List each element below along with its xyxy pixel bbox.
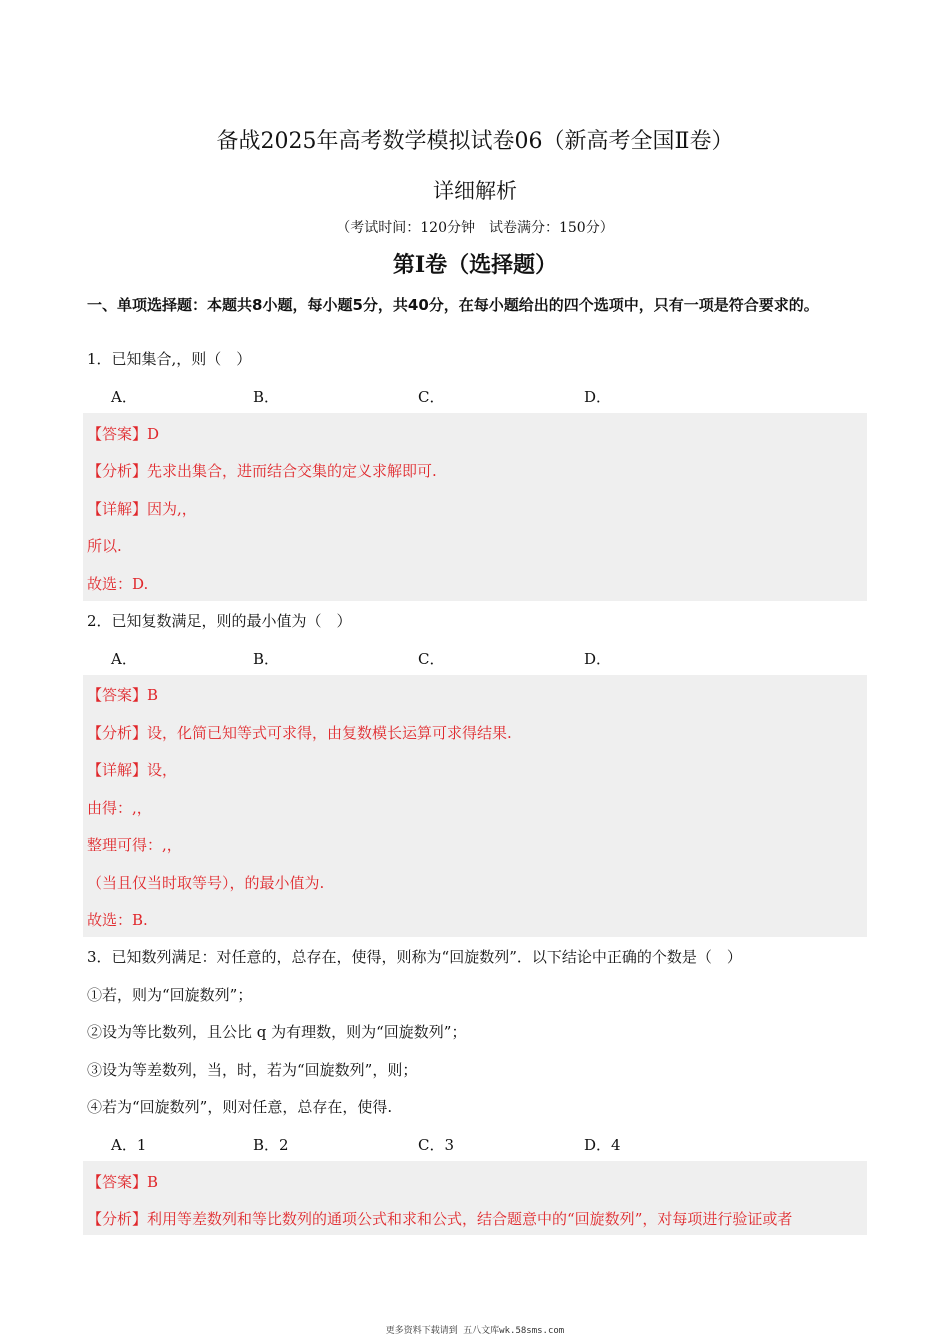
question-3-statement-2: ②设为等比数列，且公比 q 为有理数，则为“回旋数列”； bbox=[87, 1023, 467, 1041]
question-2-analysis: 【分析】设，化简已知等式可求得，由复数模长运算可求得结果. bbox=[87, 724, 512, 742]
volume-heading: 第Ⅰ卷（选择题） bbox=[392, 252, 558, 278]
question-2-solution-box bbox=[83, 675, 867, 937]
question-2-option-b: B． bbox=[253, 650, 280, 668]
question-2-detail-line-3: （当且仅当时取等号），的最小值为. bbox=[87, 874, 325, 892]
question-2-option-c: C． bbox=[418, 650, 445, 668]
question-2-conclusion: 故选：B. bbox=[87, 911, 148, 929]
question-1-solution-box bbox=[83, 413, 867, 601]
question-1-answer: 【答案】D bbox=[87, 425, 160, 443]
question-2-option-a: A． bbox=[111, 650, 137, 668]
question-3-option-d: D．4 bbox=[584, 1136, 621, 1154]
footer-watermark: 更多资料下载请到 五八文库wk.58sms.com bbox=[385, 1326, 565, 1336]
question-1-option-d: D． bbox=[584, 388, 612, 406]
question-2-answer: 【答案】B bbox=[87, 686, 159, 704]
question-3-option-c: C．3 bbox=[418, 1136, 455, 1154]
question-3-statement-1: ①若，则为“回旋数列”； bbox=[87, 986, 253, 1004]
question-2-detail-line-1: 由得：,， bbox=[87, 799, 152, 817]
question-1-detail-line: 所以. bbox=[87, 537, 122, 555]
question-2-stem: 2．已知复数满足，则的最小值为（ ） bbox=[87, 612, 352, 630]
question-1-conclusion: 故选：D. bbox=[87, 575, 149, 593]
question-2-detail-line-2: 整理可得：,， bbox=[87, 836, 182, 854]
question-1-stem: 1．已知集合,，则（ ） bbox=[87, 350, 252, 368]
question-3-stem: 3．已知数列满足：对任意的，总存在，使得，则称为“回旋数列”．以下结论中正确的个数是（ ） bbox=[87, 948, 742, 966]
question-1-option-c: C． bbox=[418, 388, 445, 406]
question-2-option-d: D． bbox=[584, 650, 612, 668]
question-3-statement-3: ③设为等差数列，当，时，若为“回旋数列”，则； bbox=[87, 1061, 418, 1079]
question-1-option-b: B． bbox=[253, 388, 280, 406]
question-3-analysis: 【分析】利用等差数列和等比数列的通项公式和求和公式，结合题意中的“回旋数列”，对每项进行验证或者 bbox=[87, 1210, 793, 1228]
question-3-option-a: A．1 bbox=[111, 1136, 147, 1154]
question-1-analysis: 【分析】先求出集合，进而结合交集的定义求解即可. bbox=[87, 462, 437, 480]
question-3-option-b: B．2 bbox=[253, 1136, 289, 1154]
section-heading: 一、单项选择题：本题共8小题，每小题5分，共40分，在每小题给出的四个选项中，只有一项是符合要求的。 bbox=[87, 296, 819, 314]
question-3-answer: 【答案】B bbox=[87, 1173, 159, 1191]
question-3-statement-4: ④若为“回旋数列”，则对任意，总存在，使得. bbox=[87, 1098, 393, 1116]
paper-subtitle: 详细解析 bbox=[433, 179, 517, 203]
question-1-detail: 【详解】因为,， bbox=[87, 500, 197, 518]
question-2-detail: 【详解】设， bbox=[87, 761, 178, 779]
question-1-option-a: A． bbox=[111, 388, 137, 406]
exam-info: （考试时间：120分钟 试卷满分：150分） bbox=[336, 220, 614, 236]
paper-title: 备战2025年高考数学模拟试卷06（新高考全国Ⅱ卷） bbox=[216, 129, 734, 154]
